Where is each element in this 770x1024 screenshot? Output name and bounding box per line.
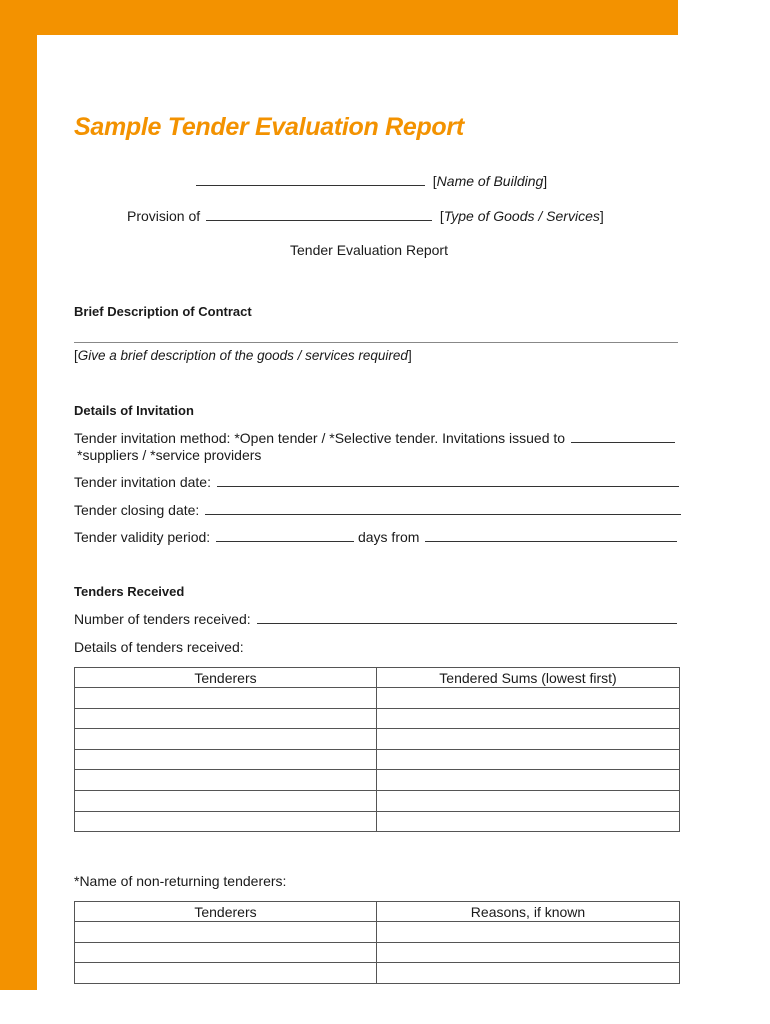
table-cell[interactable]	[377, 790, 680, 811]
invitation-method-row	[74, 430, 675, 447]
number-received-field[interactable]	[257, 623, 677, 624]
table-cell[interactable]	[75, 811, 377, 832]
table-cell[interactable]	[377, 922, 680, 943]
number-received-label: Number of tenders received:	[74, 611, 251, 627]
table-row	[75, 963, 680, 984]
received-heading: Tenders Received	[74, 584, 185, 599]
table-cell[interactable]	[75, 749, 377, 770]
brief-heading: Brief Description of Contract	[74, 304, 252, 319]
table-cell[interactable]	[75, 922, 377, 943]
goods-label: Type of Goods / Services	[443, 208, 600, 224]
provision-row: Provision of [Type of Goods / Services]	[127, 208, 604, 224]
building-name-field[interactable]	[196, 185, 425, 186]
invitation-date-label: Tender invitation date:	[74, 474, 211, 490]
provision-label: Provision of	[127, 208, 201, 224]
closing-date-row	[74, 502, 681, 519]
table-row	[75, 688, 680, 709]
table-cell[interactable]	[377, 688, 680, 709]
table-cell[interactable]	[75, 688, 377, 709]
table-header-row	[75, 668, 680, 688]
building-row: [Name of Building]	[196, 173, 547, 190]
table-cell[interactable]	[75, 729, 377, 750]
validity-period-field[interactable]	[216, 541, 354, 542]
orange-left-band	[0, 0, 37, 990]
invitation-date-field[interactable]	[217, 486, 679, 487]
table-row	[75, 729, 680, 750]
closing-date-label: Tender closing date:	[74, 502, 200, 518]
table-row	[75, 770, 680, 791]
building-label: Name of Building	[436, 173, 544, 189]
tenders-received-table	[74, 667, 680, 832]
document-title: Sample Tender Evaluation Report	[74, 113, 464, 141]
validity-label: Tender validity period:	[74, 529, 211, 545]
invitation-method-line2: *suppliers / *service providers	[77, 447, 262, 463]
invitation-heading: Details of Invitation	[74, 403, 194, 418]
days-from-field[interactable]	[425, 541, 677, 542]
non-returning-label: *Name of non-returning tenderers:	[74, 873, 287, 889]
invitations-issued-field[interactable]	[571, 442, 675, 443]
closing-date-field[interactable]	[205, 514, 681, 515]
invitation-date-row	[74, 474, 679, 491]
table-cell[interactable]	[75, 708, 377, 729]
days-from-label: days from	[357, 529, 420, 545]
invitation-method-label: Tender invitation method: *Open tender / *Selective tender. Invitations issued to	[74, 430, 566, 446]
table-cell[interactable]	[377, 770, 680, 791]
number-received-row	[74, 611, 677, 628]
table-row	[75, 942, 680, 963]
table-cell[interactable]	[75, 963, 377, 984]
table-row	[75, 790, 680, 811]
table-cell[interactable]	[377, 811, 680, 832]
report-subtitle: Tender Evaluation Report	[290, 242, 448, 258]
provision-field[interactable]	[206, 220, 432, 221]
column-header: Reasons, if known	[377, 902, 680, 922]
table-header-row	[75, 902, 680, 922]
table-row	[75, 749, 680, 770]
table-row	[75, 922, 680, 943]
table-cell[interactable]	[377, 708, 680, 729]
table-cell[interactable]	[75, 790, 377, 811]
brief-instruction: [Give a brief description of the goods / services required]	[74, 348, 412, 363]
column-header: Tenderers	[75, 902, 377, 922]
table-cell[interactable]	[377, 749, 680, 770]
column-header: Tendered Sums (lowest first)	[377, 668, 680, 688]
table-cell[interactable]	[377, 963, 680, 984]
table-row	[75, 708, 680, 729]
table-row	[75, 811, 680, 832]
validity-row	[74, 529, 677, 546]
table-cell[interactable]	[377, 942, 680, 963]
orange-top-band	[0, 0, 678, 35]
table-cell[interactable]	[75, 942, 377, 963]
table-cell[interactable]	[377, 729, 680, 750]
brief-description-field[interactable]	[74, 342, 678, 343]
details-received-label: Details of tenders received:	[74, 639, 244, 655]
column-header: Tenderers	[75, 668, 377, 688]
table-cell[interactable]	[75, 770, 377, 791]
non-returning-table	[74, 901, 680, 984]
